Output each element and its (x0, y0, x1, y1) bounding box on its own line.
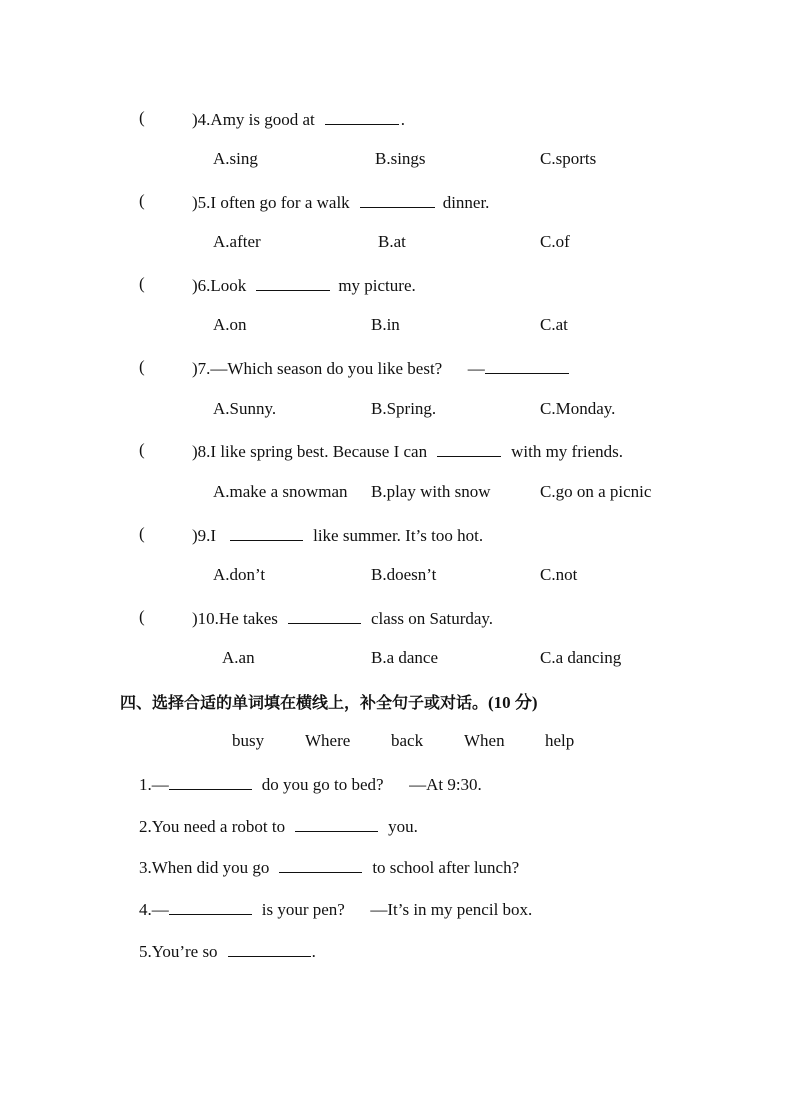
question-text: Amy is good at (210, 110, 315, 129)
option-b: B.a dance (371, 648, 439, 667)
options-5 (0, 231, 790, 253)
answer-blank[interactable] (230, 523, 303, 541)
answer-paren[interactable]: ( (139, 108, 145, 127)
word-bank-item: When (464, 731, 505, 750)
word-bank-item: back (391, 731, 424, 750)
section-title: 四、选择合适的单词填在横线上，补全句子或对话。 (120, 693, 489, 712)
answer-blank[interactable] (360, 190, 435, 208)
options-4 (0, 148, 790, 170)
option-c: C.not (540, 565, 578, 584)
option-c: C.of (540, 232, 570, 251)
question-text-end: dinner. (442, 193, 490, 212)
option-a: A.make a snowman (213, 482, 348, 501)
answer-paren[interactable]: ( (139, 191, 145, 210)
answer-blank[interactable] (169, 897, 252, 915)
option-a: A.an (222, 648, 255, 667)
item-text: 1.— (139, 775, 169, 794)
question-text: I like spring best. Because I can (210, 442, 428, 461)
answer-blank[interactable] (279, 855, 362, 873)
answer-paren[interactable]: ( (139, 274, 145, 293)
question-text: I often go for a walk (210, 193, 350, 212)
question-text: I (210, 526, 217, 545)
item-text: 4.— (139, 900, 169, 919)
option-c: C.Monday. (540, 399, 616, 418)
answer-paren[interactable]: ( (139, 440, 145, 459)
options-8 (0, 481, 790, 503)
answer-blank[interactable] (169, 772, 252, 790)
word-bank-item: busy (232, 731, 265, 750)
options-6 (0, 314, 790, 336)
question-number: )6. (192, 276, 211, 295)
answer-paren[interactable]: ( (139, 607, 145, 626)
question-text-end: . (400, 110, 406, 129)
option-a: A.after (213, 232, 261, 251)
item-text-end: is your pen? —It’s in my pencil box. (261, 900, 533, 919)
section-points: (10 分) (488, 693, 538, 712)
word-bank (0, 730, 790, 752)
item-text: 5.You’re so (139, 942, 218, 961)
option-c: C.at (540, 315, 568, 334)
item-text-end: . (311, 942, 316, 961)
question-number: )8. (192, 442, 211, 461)
answer-blank[interactable] (437, 439, 501, 457)
item-text-end: do you go to bed? —At 9:30. (261, 775, 482, 794)
question-text: —Which season do you like best? — (210, 359, 485, 378)
option-c: C.sports (540, 149, 597, 168)
option-a: A.don’t (213, 565, 266, 584)
option-c: C.a dancing (540, 648, 622, 667)
question-number: )10. (192, 609, 219, 628)
question-number: )5. (192, 193, 211, 212)
question-number: )9. (192, 526, 211, 545)
answer-paren[interactable]: ( (139, 357, 145, 376)
option-b: B.doesn’t (371, 565, 437, 584)
section-heading (120, 688, 538, 713)
options-9 (0, 564, 790, 586)
question-number: )7. (192, 359, 211, 378)
answer-paren[interactable]: ( (139, 524, 145, 543)
options-10 (0, 647, 790, 669)
answer-blank[interactable] (228, 939, 311, 957)
item-text: 2.You need a robot to (139, 817, 286, 836)
option-a: A.on (213, 315, 247, 334)
option-b: B.at (378, 232, 406, 251)
options-7 (0, 398, 790, 420)
answer-blank[interactable] (295, 814, 378, 832)
answer-blank[interactable] (256, 273, 330, 291)
answer-blank[interactable] (485, 356, 569, 374)
question-text: He takes (218, 609, 278, 628)
question-number: )4. (192, 110, 211, 129)
option-b: B.in (371, 315, 400, 334)
question-text-end: with my friends. (511, 442, 624, 461)
option-b: B.Spring. (371, 399, 437, 418)
question-text-end: like summer. It’s too hot. (313, 526, 484, 545)
option-b: B.play with snow (371, 482, 491, 501)
question-text-end: class on Saturday. (370, 609, 494, 628)
option-a: A.sing (213, 149, 258, 168)
word-bank-item: Where (305, 731, 351, 750)
answer-blank[interactable] (325, 107, 399, 125)
answer-blank[interactable] (288, 606, 361, 624)
question-text: Look (210, 276, 247, 295)
option-a: A.Sunny. (213, 399, 277, 418)
item-text-end: you. (388, 817, 418, 836)
item-text-end: to school after lunch? (372, 858, 520, 877)
item-text: 3.When did you go (139, 858, 270, 877)
word-bank-item: help (545, 731, 575, 750)
option-b: B.sings (375, 149, 426, 168)
question-text-end: my picture. (338, 276, 416, 295)
option-c: C.go on a picnic (540, 482, 652, 501)
